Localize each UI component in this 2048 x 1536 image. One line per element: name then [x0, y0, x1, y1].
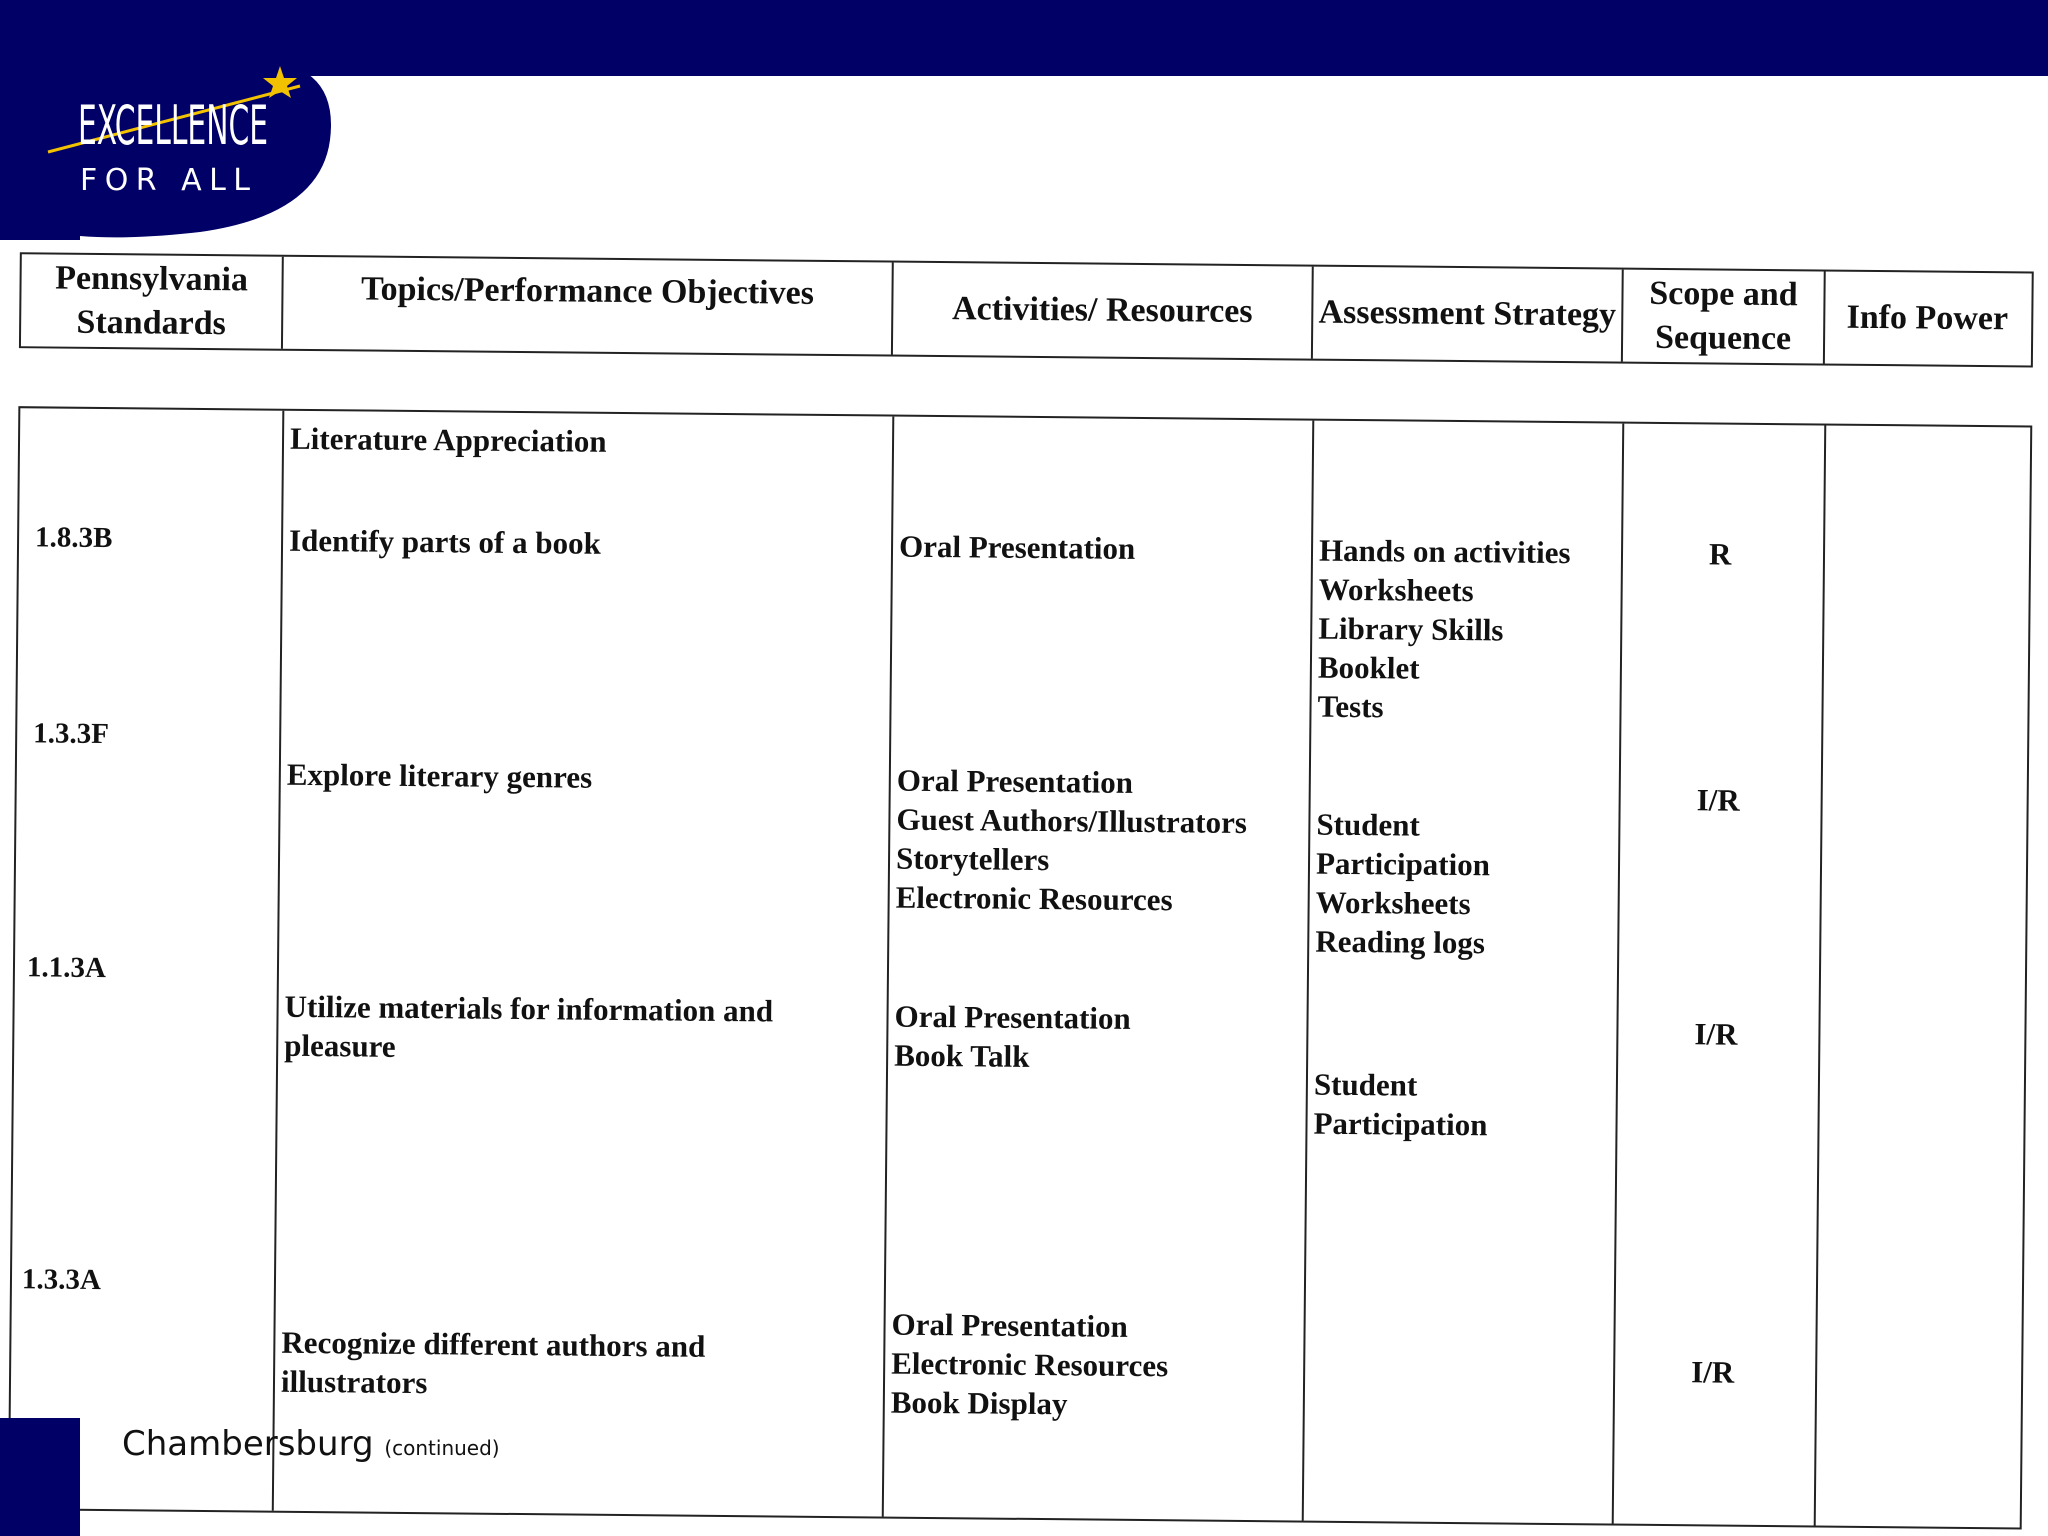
table-body [8, 406, 2033, 1529]
assessment-item: Reading logs [1315, 923, 1486, 961]
svg-text:FOR ALL: FOR ALL [80, 163, 270, 198]
scope-value: I/R [1691, 1354, 1735, 1390]
activity-item: Oral Presentation [896, 762, 1134, 800]
standard-code: 1.8.3B [34, 521, 113, 555]
standard-code: 1.1.3A [26, 951, 107, 985]
assessment-item: Student [1313, 1066, 1418, 1103]
header-objectives: Topics/Performance Objectives [283, 257, 894, 355]
excellence-for-all-logo [0, 0, 340, 240]
footer-accent [0, 1418, 80, 1536]
scanned-document [0, 236, 2048, 1422]
section-title: Literature Appreciation [289, 420, 607, 459]
assessment-item: Booklet [1317, 649, 1420, 686]
assessment-item: Worksheets [1315, 884, 1471, 922]
table-header [19, 252, 2034, 367]
objective-text: Explore literary genres [286, 756, 593, 795]
assessment-item: Hands on activities [1318, 532, 1571, 571]
scope-value: I/R [1696, 782, 1740, 818]
header-info-power: Info Power [1846, 298, 2009, 338]
objective-text: Identify parts of a book [288, 522, 602, 561]
footer-title [122, 1424, 500, 1464]
activity-item: Oral Presentation [891, 1306, 1128, 1344]
activity-item: Storytellers [895, 840, 1050, 878]
objective-text: illustrators [280, 1363, 428, 1401]
assessment-item: Student [1316, 806, 1420, 843]
objective-text: pleasure [284, 1027, 396, 1064]
activity-item: Book Talk [894, 1037, 1030, 1074]
objective-text: Recognize different authors and [281, 1324, 706, 1364]
scope-value: I/R [1694, 1016, 1738, 1052]
activity-item: Book Display [890, 1384, 1068, 1422]
activity-item: Electronic Resources [895, 879, 1173, 918]
activity-item: Oral Presentation [894, 998, 1131, 1036]
assessment-item: Worksheets [1318, 571, 1474, 609]
assessment-item: Library Skills [1318, 610, 1504, 648]
svg-text:EXCELLENCE: EXCELLENCE [78, 94, 268, 157]
objective-text: Utilize materials for information and [284, 988, 774, 1029]
activity-item: Guest Authors/Illustrators [896, 801, 1248, 840]
footer-school-name: Chambersburg [122, 1424, 374, 1464]
header-assessment: Assessment Strategy [1313, 267, 1624, 362]
standard-code: 1.3.3F [33, 717, 110, 751]
scope-value: R [1708, 536, 1732, 572]
assessment-item: Tests [1317, 688, 1384, 725]
footer-continued-note: (continued) [384, 1436, 500, 1460]
assessment-item: Participation [1313, 1105, 1488, 1143]
assessment-item: Participation [1315, 845, 1491, 883]
activity-item: Electronic Resources [891, 1345, 1169, 1384]
activity-item: Oral Presentation [898, 528, 1136, 566]
header-activities: Activities/ Resources [893, 263, 1314, 359]
header-scope: Scope and Sequence [1623, 270, 1826, 364]
header-standards: Pennsylvania Standards [21, 254, 284, 349]
standard-code: 1.3.3A [21, 1263, 102, 1297]
